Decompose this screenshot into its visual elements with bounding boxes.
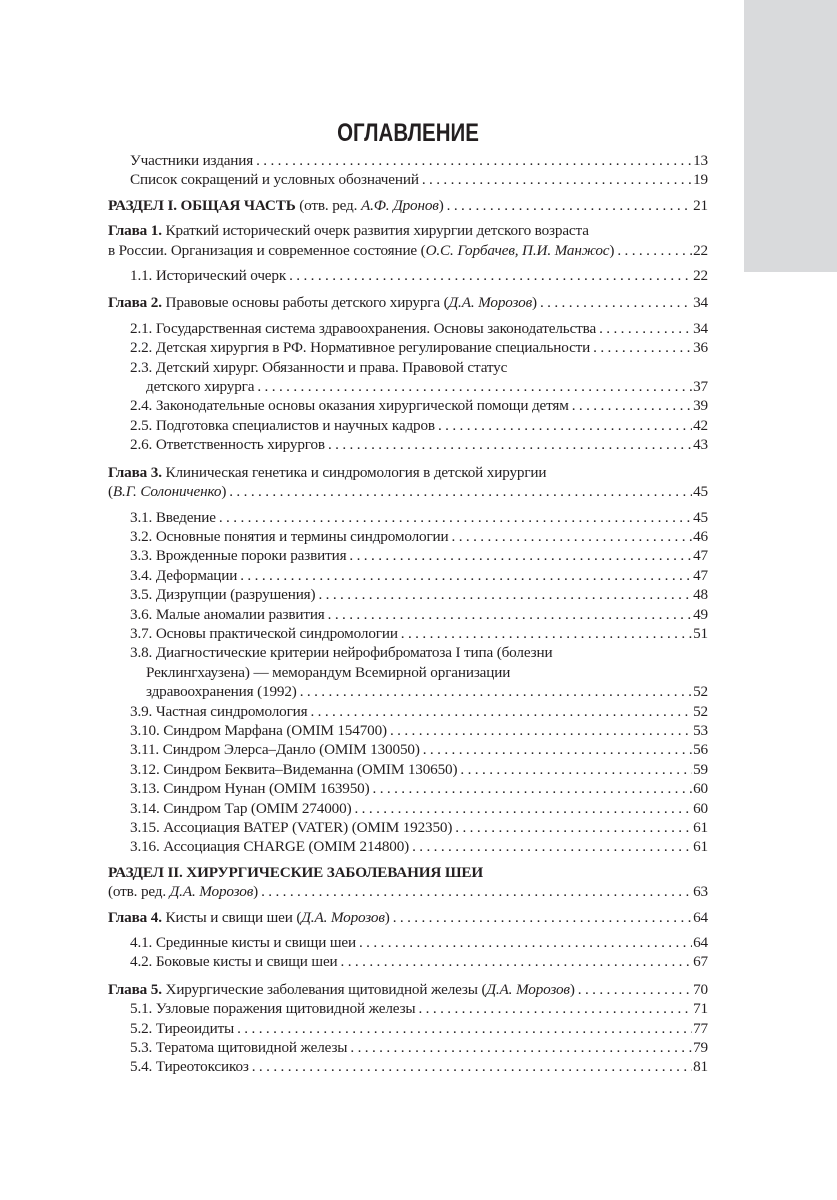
toc-item-2-3[interactable]: 2.3. Детский хирург. Обязанности и права. Правовой статус детского хирурга . . . 37 [108,358,708,397]
toc-item-2-1[interactable]: 2.1. Государственная система здравоохранения. Основы законодательства . . . 34 [108,319,708,338]
toc-item-5-1[interactable]: 5.1. Узловые поражения щитовидной железы . . . 71 [108,999,708,1018]
toc-item-3-16[interactable]: 3.16. Ассоциация CHARGE (OMIM 214800) . . . 61 [108,837,708,856]
toc-chapter-3[interactable]: Глава 3. Клиническая генетика и синдромология в детской хирургии (В.Г. Солониченко) . . . 45 [108,463,708,502]
toc-item-3-9[interactable]: 3.9. Частная синдромология . . . 52 [108,702,708,721]
toc-item-5-4[interactable]: 5.4. Тиреотоксикоз . . . 81 [108,1057,708,1076]
toc-item-3-11[interactable]: 3.11. Синдром Элерса–Данло (OMIM 130050) . . . 56 [108,740,708,759]
toc-item-2-4[interactable]: 2.4. Законодательные основы оказания хирургической помощи детям . . . 39 [108,396,708,415]
toc-chapter-4[interactable]: Глава 4. Кисты и свищи шеи (Д.А. Морозов) . . . 64 [108,908,708,927]
table-of-contents [108,116,708,1077]
toc-item-3-8[interactable]: 3.8. Диагностические критерии нейрофиброматоза I типа (болезни Реклингхаузена) — меморандум Всемирной организации здравоохранения (1992) . . . 52 [108,643,708,701]
toc-item-4-1[interactable]: 4.1. Срединные кисты и свищи шеи . . . 64 [108,933,708,952]
toc-item-3-5[interactable]: 3.5. Дизрупции (разрушения) . . . 48 [108,585,708,604]
toc-item-3-3[interactable]: 3.3. Врожденные пороки развития . . . 47 [108,546,708,565]
toc-item-1-1[interactable]: 1.1. Исторический очерк . . . 22 [108,266,708,285]
toc-item-3-13[interactable]: 3.13. Синдром Нунан (OMIM 163950) . . . 60 [108,779,708,798]
toc-chapter-5[interactable]: Глава 5. Хирургические заболевания щитовидной железы (Д.А. Морозов) . . . 70 [108,980,708,999]
toc-entry-abbreviations[interactable]: Список сокращений и условных обозначений . . . 19 [108,170,708,189]
toc-item-3-15[interactable]: 3.15. Ассоциация ВАТЕР (VATER) (OMIM 192350) . . . 61 [108,818,708,837]
toc-item-2-6[interactable]: 2.6. Ответственность хирургов . . . 43 [108,435,708,454]
toc-item-3-4[interactable]: 3.4. Деформации . . . 47 [108,566,708,585]
toc-item-2-5[interactable]: 2.5. Подготовка специалистов и научных кадров . . . 42 [108,416,708,435]
toc-entry-contributors[interactable]: Участники издания . . . 13 [108,151,708,170]
toc-item-3-6[interactable]: 3.6. Малые аномалии развития . . . 49 [108,605,708,624]
page-title: ОГЛАВЛЕНИЕ [337,119,479,147]
toc-item-3-12[interactable]: 3.12. Синдром Беквита–Видеманна (OMIM 130650) . . . 59 [108,760,708,779]
toc-item-3-7[interactable]: 3.7. Основы практической синдромологии . . . 51 [108,624,708,643]
toc-item-3-14[interactable]: 3.14. Синдром Тар (OMIM 274000) . . . 60 [108,799,708,818]
toc-item-5-3[interactable]: 5.3. Тератома щитовидной железы . . . 79 [108,1038,708,1057]
toc-item-3-10[interactable]: 3.10. Синдром Марфана (OMIM 154700) . . . 53 [108,721,708,740]
toc-item-3-2[interactable]: 3.2. Основные понятия и термины синдромологии . . . 46 [108,527,708,546]
toc-item-3-1[interactable]: 3.1. Введение . . . 45 [108,508,708,527]
toc-item-2-2[interactable]: 2.2. Детская хирургия в РФ. Нормативное регулирование специальности . . . 36 [108,338,708,357]
side-thumb-tab [744,0,837,272]
toc-chapter-2[interactable]: Глава 2. Правовые основы работы детского хирурга (Д.А. Морозов) . . . 34 [108,293,708,312]
toc-item-5-2[interactable]: 5.2. Тиреоидиты . . . 77 [108,1019,708,1038]
toc-section-2[interactable]: РАЗДЕЛ II. ХИРУРГИЧЕСКИЕ ЗАБОЛЕВАНИЯ ШЕИ (отв. ред. Д.А. Морозов) . . . 63 [108,863,708,902]
toc-section-1[interactable]: РАЗДЕЛ I. ОБЩАЯ ЧАСТЬ (отв. ред. А.Ф. Дронов) . . . 21 [108,196,708,215]
toc-item-4-2[interactable]: 4.2. Боковые кисты и свищи шеи . . . 67 [108,952,708,971]
toc-chapter-1[interactable]: Глава 1. Краткий исторический очерк развития хирургии детского возраста в России. Организация и современное состояние (О.С. Горбачев, П.И. Манжос) . . . 22 [108,221,708,260]
